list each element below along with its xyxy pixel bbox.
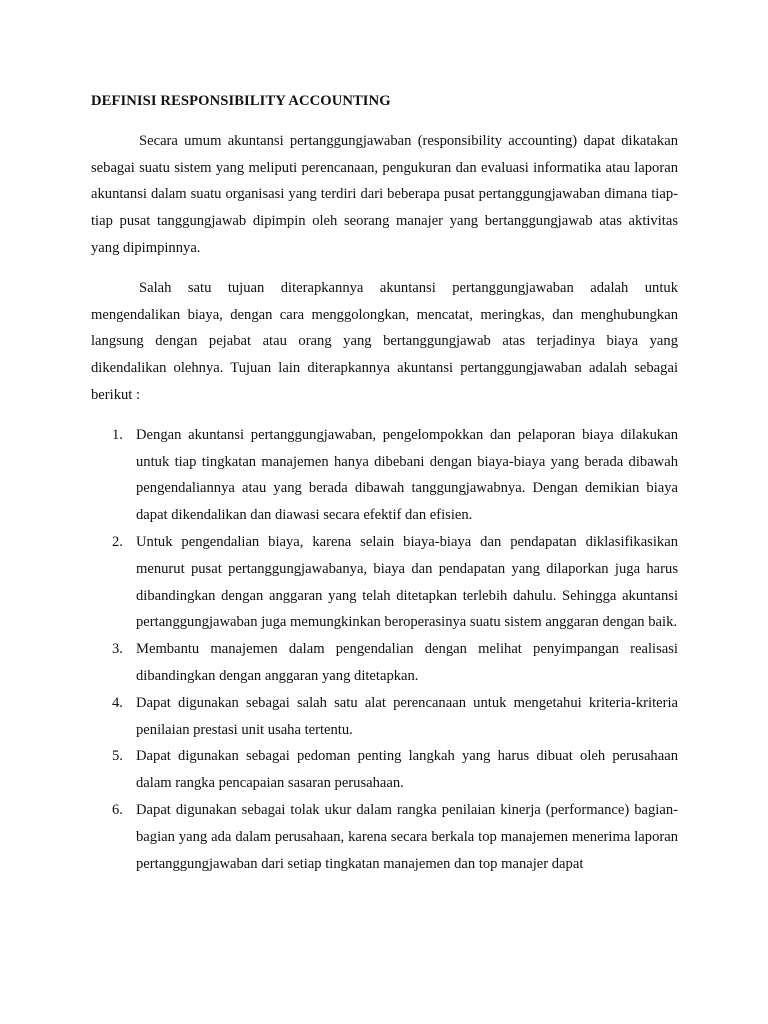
list-item-number: 2. xyxy=(112,533,123,550)
list-item xyxy=(91,690,678,744)
document-heading: DEFINISI RESPONSIBILITY ACCOUNTING xyxy=(91,93,391,109)
list-item-text: Untuk pengendalian biaya, karena selain biaya-biaya dan pendapatan diklasifikasikan menurut pusat pertanggungjawabanya, biaya dan pendapatan yang dilaporkan juga harus dibandingkan dengan anggaran yang telah ditetapkan terlebih dahulu. Sehingga akuntansi pertanggungjawaban juga memungkinkan beroperasinya suatu sistem anggaran dengan baik. xyxy=(136,533,678,631)
list-item-text: Dapat digunakan sebagai pedoman penting langkah yang harus dibuat oleh perusahaan dalam rangka pencapaian sasaran perusahaan. xyxy=(136,748,678,792)
list-item xyxy=(91,743,678,797)
list-item-text: Membantu manajemen dalam pengendalian dengan melihat penyimpangan realisasi dibandingkan dengan anggaran yang ditetapkan. xyxy=(136,641,678,684)
list-item-number: 4. xyxy=(112,694,123,711)
list-item xyxy=(91,422,678,529)
document-page xyxy=(91,88,678,877)
list-item-text: Dapat digunakan sebagai salah satu alat perencanaan untuk mengetahui kriteria-kriteria penilaian prestasi unit usaha tertentu. xyxy=(136,694,678,738)
objectives-list xyxy=(91,422,678,878)
paragraph-definition: Secara umum akuntansi pertanggungjawaban (responsibility accounting) dapat dikatakan sebagai suatu sistem yang meliputi perencanaan, pengukuran dan evaluasi informatika atau laporan akuntansi dalam suatu organisasi yang terdiri dari beberapa pusat pertanggungjawaban dimana tiap-tiap pusat tanggungjawab dipimpin oleh seorang manajer yang bertanggungjawab atas aktivitas yang dipimpinnya. xyxy=(91,132,678,256)
list-item-text: Dapat digunakan sebagai tolak ukur dalam rangka penilaian kinerja (performance) bagian-bagian yang ada dalam perusahaan, karena secara berkala top manajemen menerima laporan pertanggungjawaban dari setiap tingkatan manajemen dan top manajer dapat xyxy=(136,801,678,872)
list-item-number: 5. xyxy=(112,748,123,765)
paragraph-objectives: Salah satu tujuan diterapkannya akuntansi pertanggungjawaban adalah untuk mengendalikan biaya, dengan cara menggolongkan, mencatat, meringkas, dan menghubungkan langsung dengan pejabat atau orang yang bertanggungjawab atas terjadinya biaya yang dikendalikan olehnya. Tujuan lain diterapkannya akuntansi pertanggungjawaban adalah sebagai berikut : xyxy=(91,279,678,403)
list-item xyxy=(91,636,678,690)
list-item xyxy=(91,529,678,636)
list-item-number: 1. xyxy=(112,426,123,443)
list-item-number: 3. xyxy=(112,641,123,658)
list-item-text: Dengan akuntansi pertanggungjawaban, pengelompokkan dan pelaporan biaya dilakukan untuk tiap tingkatan manajemen hanya dibebani dengan biaya-biaya yang berada dibawah pengendaliannya atau yang berada dibawah tanggungjawabnya. Dengan demikian biaya dapat dikendalikan dan diawasi secara efektif dan efisien. xyxy=(136,426,678,524)
list-item xyxy=(91,797,678,877)
list-item-number: 6. xyxy=(112,801,123,818)
